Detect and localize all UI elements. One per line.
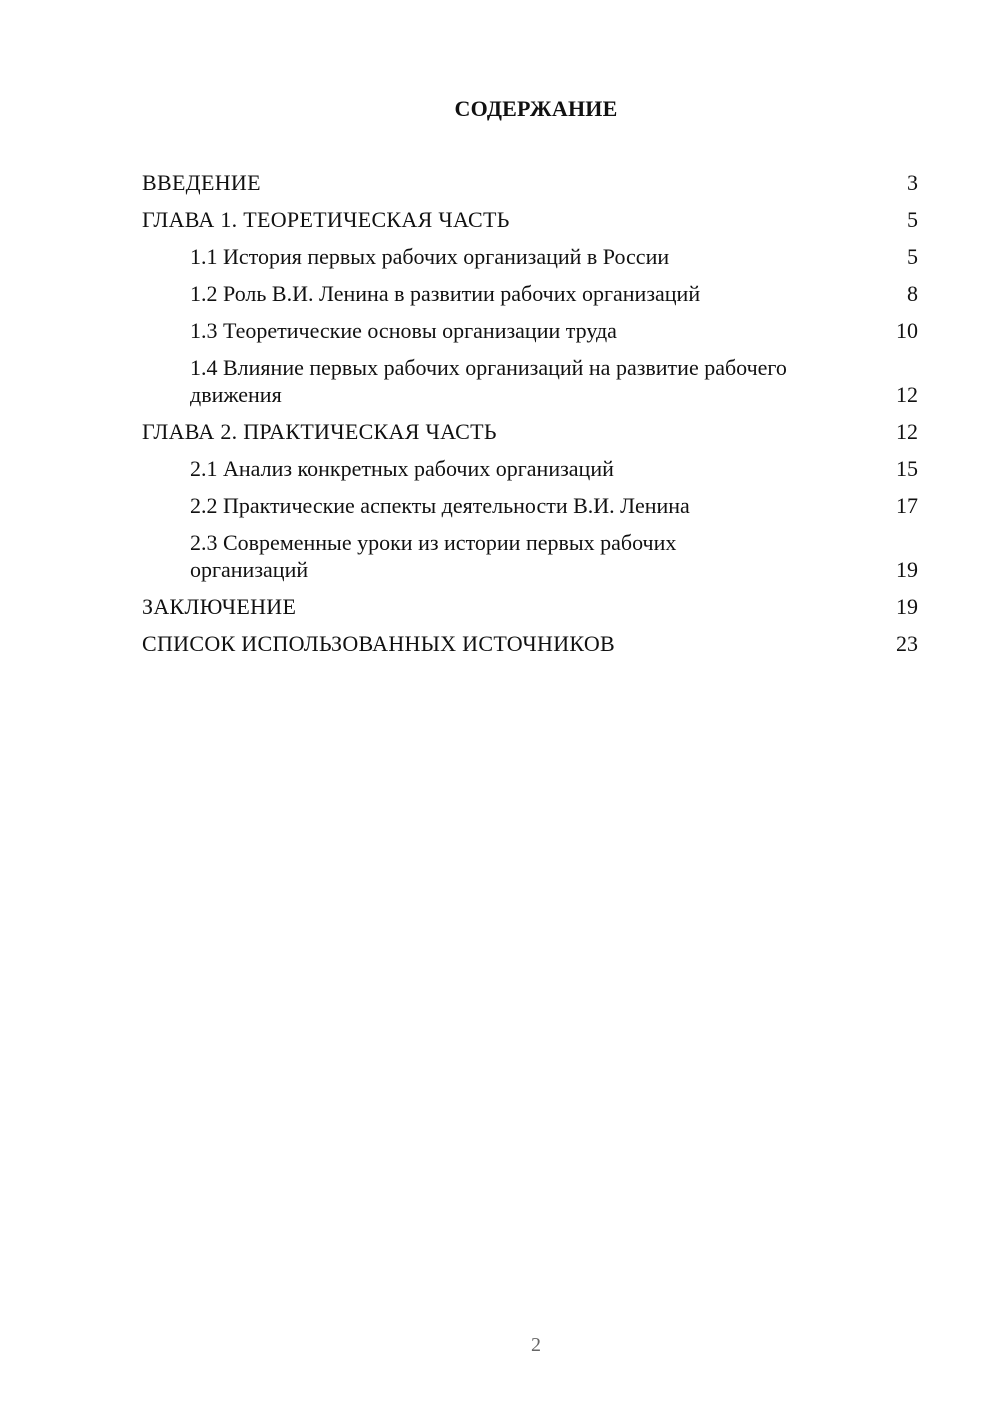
toc-entry-page: 10 [896,318,918,343]
toc-entry-text: 1.1 История первых рабочих организаций в России [190,244,670,269]
toc-entry-page: 12 [896,382,918,407]
toc-title: СОДЕРЖАНИЕ [454,96,618,121]
toc-entry-conclusion [142,593,918,620]
toc-entry-section-2-1 [142,455,918,482]
table-of-contents [142,169,918,667]
toc-entry-page: 12 [896,419,918,444]
toc-entry-text: 2.1 Анализ конкретных рабочих организаций [190,456,614,481]
toc-entry-page: 19 [896,557,918,582]
toc-entry-page: 15 [896,456,918,481]
toc-entry-text: 2.3 Современные уроки из истории первых рабочих организаций [190,530,677,582]
toc-entry-page: 19 [896,594,918,619]
toc-entry-text: ГЛАВА 2. ПРАКТИЧЕСКАЯ ЧАСТЬ [142,419,497,444]
toc-entry-section-1-4 [142,354,918,408]
page-number: 2 [531,1334,541,1356]
toc-entry-introduction [142,169,918,196]
toc-entry-section-2-2 [142,492,918,519]
toc-entry-page: 8 [907,281,918,306]
toc-entry-text: 1.2 Роль В.И. Ленина в развитии рабочих организаций [190,281,701,306]
toc-entry-text: 2.2 Практические аспекты деятельности В.И. Ленина [190,493,690,518]
toc-entry-text: ГЛАВА 1. ТЕОРЕТИЧЕСКАЯ ЧАСТЬ [142,207,510,232]
toc-entry-section-2-3 [142,529,918,583]
toc-entry-chapter-2 [142,418,918,445]
toc-entry-section-1-2 [142,280,918,307]
toc-entry-text: 1.4 Влияние первых рабочих организаций на развитие рабочего движения [190,355,787,407]
toc-entry-text: ВВЕДЕНИЕ [142,170,261,195]
toc-entry-page: 3 [907,170,918,195]
toc-entry-page: 5 [907,244,918,269]
toc-entry-page: 23 [896,631,918,656]
toc-entry-page: 5 [907,207,918,232]
toc-entry-text: СПИСОК ИСПОЛЬЗОВАННЫХ ИСТОЧНИКОВ [142,631,615,656]
toc-entry-page: 17 [896,493,918,518]
toc-entry-chapter-1 [142,206,918,233]
toc-entry-text: 1.3 Теоретические основы организации труда [190,318,617,343]
toc-entry-text: ЗАКЛЮЧЕНИЕ [142,594,297,619]
toc-entry-references [142,630,918,657]
toc-entry-section-1-3 [142,317,918,344]
toc-entry-section-1-1 [142,243,918,270]
